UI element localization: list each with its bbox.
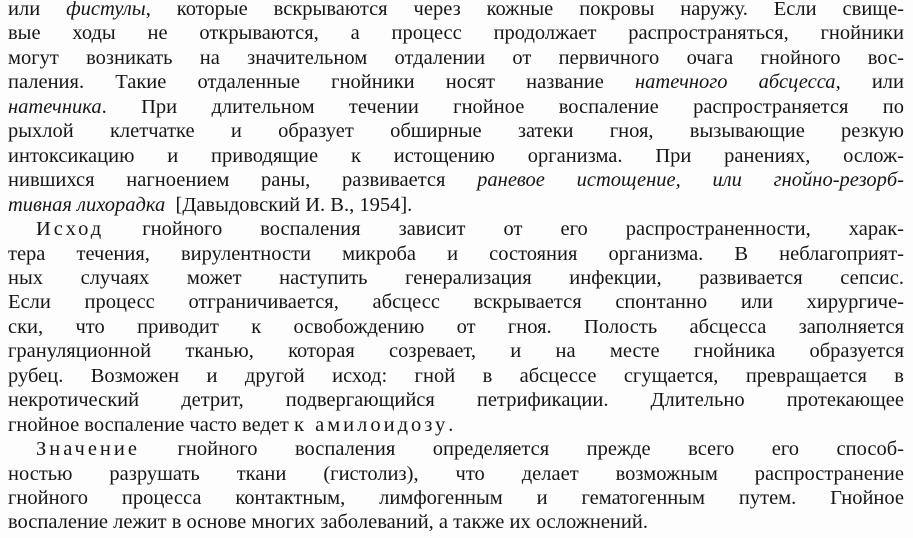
text-segment: могут возникать на значительном отдалении от первичного очага гнойного вос- xyxy=(8,46,904,69)
spaced-term: к амилоидозу xyxy=(294,413,449,436)
text-line xyxy=(8,388,904,413)
text-line xyxy=(8,46,904,71)
spaced-term: Значение xyxy=(36,438,140,461)
text-segment: гнойное воспаление часто ведет xyxy=(8,413,295,436)
text-segment: ных случаях может наступить генерализация инфекции, развивается сепсис. xyxy=(8,266,904,289)
text-line xyxy=(8,510,904,535)
text-segment: рыхлой клетчатке и образует обширные затеки гноя, вызывающие резкую xyxy=(8,120,904,143)
text-segment: рубец. Возможен и другой исход: гной в абсцессе сгущается, превращается в xyxy=(8,364,904,387)
text-segment: Если процесс отграничивается, абсцесс вскрывается спонтанно или хирургиче- xyxy=(8,291,904,314)
text-segment: ностью разрушать ткани (гистолиз), что делает возможным распространение xyxy=(8,462,904,485)
text-line xyxy=(8,21,904,46)
text-line xyxy=(8,193,904,218)
italic-term: тивная лихорадка xyxy=(8,193,166,216)
text-segment: , или xyxy=(835,71,905,94)
text-line xyxy=(8,266,904,291)
text-segment: [Давыдовский И. В., 1954]. xyxy=(165,193,413,216)
text-line xyxy=(8,0,904,22)
text-segment: грануляционной тканью, которая созревает, и на месте гнойника образуется xyxy=(8,340,904,363)
text-segment: гнойного процесса контактным, лимфогенным и гематогенным путем. Гнойное xyxy=(8,487,904,509)
text-line xyxy=(8,290,904,315)
italic-term: натечника xyxy=(8,95,102,118)
text-line xyxy=(8,413,904,438)
italic-term: раневое истощение, или гнойно-резорб- xyxy=(477,169,904,192)
text-line xyxy=(36,217,904,242)
text-line xyxy=(8,95,904,120)
italic-term: фистулы xyxy=(66,0,146,20)
text-line xyxy=(8,462,904,487)
text-line xyxy=(8,70,904,95)
text-segment: некротический детрит, подвергающийся петрификации. Длительно протекающее xyxy=(8,389,904,412)
text-line xyxy=(8,168,904,193)
text-segment: или xyxy=(8,0,67,20)
text-segment: нившихся нагноением раны, развивается xyxy=(8,169,478,192)
text-segment: тера течения, вирулентности микроба и состояния организма. В неблагоприят- xyxy=(8,242,904,265)
text-segment: вые ходы не открываются, а процесс продолжает распространяться, гнойники xyxy=(8,22,904,45)
text-segment: гнойного воспаления определяется прежде всего его способ- xyxy=(139,438,904,461)
text-line xyxy=(8,339,904,364)
text-line xyxy=(8,364,904,389)
text-segment: . xyxy=(448,413,454,436)
text-line xyxy=(8,119,904,144)
text-segment: гнойного воспаления зависит от его распространенности, харак- xyxy=(104,218,904,241)
text-line xyxy=(8,315,904,340)
text-segment: паления. Такие отдаленные гнойники носят название xyxy=(8,71,636,94)
text-segment: ски, что приводит к освобождению от гноя. Полость абсцесса заполняется xyxy=(8,315,904,338)
text-line xyxy=(36,437,904,462)
spaced-term: Исход xyxy=(36,218,105,241)
text-segment: , которые вскрываются через кожные покровы наружу. Если свище- xyxy=(145,0,905,20)
text-line xyxy=(8,242,904,267)
text-segment: воспаление лежит в основе многих заболеваний, а также их осложнений. xyxy=(8,511,648,534)
text-line xyxy=(8,144,904,169)
text-segment: интоксикацию и приводящие к истощению организма. При ранениях, ослож- xyxy=(8,144,904,167)
text-segment: . При длительном течении гнойное воспаление распространяется по xyxy=(101,95,904,118)
text-line xyxy=(8,486,904,511)
italic-term: натечного абсцесса xyxy=(635,71,836,94)
